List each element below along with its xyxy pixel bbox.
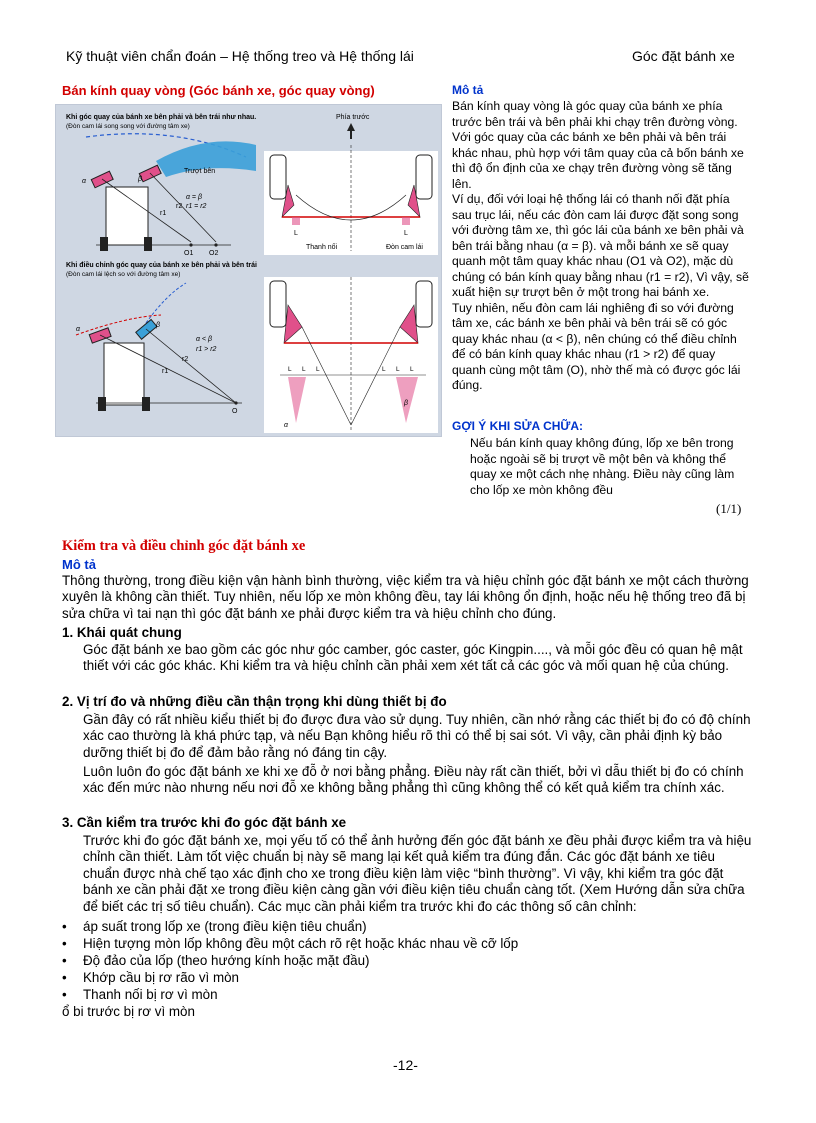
label-l-6: L xyxy=(410,366,414,373)
figure-caption-2-sub: (Đòn cam lái lệch so với đường tâm xe) xyxy=(66,271,181,278)
list-item-text: Thanh nối bị rơ vì mòn xyxy=(83,987,218,1002)
repair-hint-text: Nếu bán kính quay không đúng, lốp xe bên trong hoặc ngoài sẽ bị trượt về một bên và không thể quay xe một cách nhẹ nhàng. Điều này cũng làm cho lốp xe mòn không đều xyxy=(470,436,735,497)
label-front: Phía trước xyxy=(336,114,370,121)
list-item-text: Độ đảo của lốp (theo hướng kính hoặc mặt đầu) xyxy=(83,953,370,968)
label-l-1: L xyxy=(288,366,292,373)
header-section-title: Góc đặt bánh xe xyxy=(632,48,735,64)
item-3-heading: 3. Cần kiểm tra trước khi đo góc đặt bánh xe xyxy=(62,815,347,830)
list-item-last: ổ bi trước bị rơ vì mòn xyxy=(62,1004,195,1019)
item-2-text-2: Luôn luôn đo góc đặt bánh xe khi xe đỗ ở nơi bằng phẳng. Điều này rất cần thiết, bởi vì dẫu thiết bị đo có chính xác đến mức nào nhưng nếu nơi đỗ xe không bằng phẳng thì cũng không thể có kết quả kiểm tra chính xác. xyxy=(83,764,744,796)
desc-paragraph-2: Ví dụ, đối với loại hệ thống lái có thanh nối đặt phía sau trục lái, nếu các đòn cam lái được đặt song song với đường tâm xe, thì góc lái của bánh xe bên phải và bên trái bằng nhau (α = β). và mỗi bánh xe sẽ quay quanh một tâm quay khác nhau (O1 và O2), mặc dù chúng có bán kính quay bằng nhau (r1 = r2), Vì vậy, sẽ xuất hiện sự trượt bên ở một trong hai bánh xe. xyxy=(452,192,749,299)
diagram-different-angles xyxy=(76,283,242,415)
label-alpha-lt-beta: α < β xyxy=(196,336,212,343)
label-o: O xyxy=(232,408,238,415)
label-beta-linkage: β xyxy=(404,400,408,407)
page-ref: (1/1) xyxy=(716,501,742,516)
label-l-2: L xyxy=(302,366,306,373)
label-r1-eq-r2: r1 = r2 xyxy=(186,203,207,210)
label-o1: O1 xyxy=(184,250,194,257)
item-1-heading: 1. Khái quát chung xyxy=(62,625,182,640)
inspection-desc-heading: Mô tả xyxy=(62,557,96,572)
header-doc-title: Kỹ thuật viên chẩn đoán – Hệ thống treo và Hệ thống lái xyxy=(66,48,414,64)
turning-radius-figure xyxy=(55,104,442,437)
label-steering-arm: Đòn cam lái xyxy=(386,244,423,251)
item-1-text: Góc đặt bánh xe bao gồm các góc như góc camber, góc caster, góc Kingpin...., và mỗi góc đều có quan hệ mật thiết với các góc khác. Khi kiểm tra và hiệu chỉnh cần phải xem xét tất cả các góc và mối quan hệ của chúng. xyxy=(83,642,743,674)
desc-body xyxy=(452,99,752,394)
desc-paragraph-1: Bán kính quay vòng là góc quay của bánh xe phía trước bên trái và bên phải khi chạy trên đường vòng. Với góc quay của các bánh xe bên phải và bên trái khác nhau, phù hợp với tâm quay của cả bốn bánh xe thì độ ổn định của xe chạy trên đường vòng sẽ tăng lên. xyxy=(452,99,744,191)
linkage-parallel xyxy=(264,114,438,255)
item-2-heading: 2. Vị trí đo và những điều cần thận trọng khi dùng thiết bị đo xyxy=(62,694,447,709)
label-r1-top: r1 xyxy=(160,210,167,217)
inspection-intro: Thông thường, trong điều kiện vận hành bình thường, việc kiểm tra và hiệu chỉnh góc đặt bánh xe một cách thường xuyên là không cần thiết. Tuy nhiên, nếu lốp xe mòn không đều, tay lái không ổn định, hoặc nếu hệ thống treo đã bị sửa chữa vì tai nạn thì góc đặt bánh xe phải được kiểm tra và hiệu chỉnh cho đúng. xyxy=(62,573,749,621)
linkage-inclined xyxy=(264,277,438,433)
desc-heading: Mô tả xyxy=(452,83,484,97)
turning-radius-title: Bán kính quay vòng (Góc bánh xe, góc quay vòng) xyxy=(62,83,375,98)
label-l-4: L xyxy=(382,366,386,373)
label-r1-bottom: r1 xyxy=(162,368,169,375)
label-r1-gt-r2: r1 > r2 xyxy=(196,346,217,353)
figure-caption-1: Khi góc quay của bánh xe bên phải và bên trái như nhau. xyxy=(66,114,257,121)
check-list xyxy=(62,918,752,1020)
list-item-text: Khớp cầu bị rơ rão vì mòn xyxy=(83,970,239,985)
list-item: • Khớp cầu bị rơ rão vì mòn xyxy=(62,970,239,985)
label-r2-bottom: r2 xyxy=(182,356,189,363)
label-l-3: L xyxy=(316,366,320,373)
repair-hint-heading: GỢI Ý KHI SỬA CHỮA: xyxy=(452,419,584,433)
list-item-text: Hiện tượng mòn lốp không đều một cách rõ rệt hoặc khác nhau về cỡ lốp xyxy=(83,936,519,951)
label-alpha-linkage: α xyxy=(284,422,288,429)
list-item-text: áp suất trong lốp xe (trong điều kiện tiêu chuẩn) xyxy=(83,919,367,934)
turning-radius-diagram xyxy=(56,105,443,438)
item-2-text-1: Gần đây có rất nhiều kiểu thiết bị đo được đưa vào sử dụng. Tuy nhiên, cần nhớ rằng các thiết bị đo có độ chính xác cao thường là khá phức tạp, và nếu Bạn không hiểu rõ thì có thể bị sai sót. Vì vậy, cần phải định kỳ bảo dưỡng thiết bị đo để đảm bảo rằng nó đáng tin cậy. xyxy=(83,712,751,760)
label-tie-rod: Thanh nối xyxy=(306,244,338,251)
list-item: • Thanh nối bị rơ vì mòn xyxy=(62,987,218,1002)
label-o2: O2 xyxy=(209,250,219,257)
label-l-right: L xyxy=(404,230,408,237)
list-item: • Hiện tượng mòn lốp không đều một cách rõ rệt hoặc khác nhau về cỡ lốp xyxy=(62,936,519,951)
label-side-slip: Trượt bên xyxy=(184,168,216,175)
page-number: -12- xyxy=(393,1057,418,1073)
inspection-title: Kiểm tra và điều chỉnh góc đặt bánh xe xyxy=(62,538,306,554)
list-item: • áp suất trong lốp xe (trong điều kiện tiêu chuẩn) xyxy=(62,919,367,934)
desc-paragraph-3: Tuy nhiên, nếu đòn cam lái nghiêng đi so với đường tâm xe, các bánh xe bên phải và bên trái sẽ có góc quay khác nhau (α < β), nên chúng có thể điều chỉnh để có bán kính quay khác nhau (r1 > r2) để quay quanh cùng một tâm (O), nhờ thế mà có được góc lái đúng. xyxy=(452,300,741,392)
label-beta-top: β xyxy=(138,176,142,183)
figure-caption-2: Khi điều chỉnh góc quay của bánh xe bên phải và bên trái xyxy=(66,262,257,269)
label-l-left: L xyxy=(294,230,298,237)
label-r2-top: r2 xyxy=(176,203,183,210)
diagram-equal-angles xyxy=(82,134,256,257)
label-alpha-top: α xyxy=(82,178,86,185)
figure-caption-1-sub: (Đòn cam lái song song với đường tâm xe) xyxy=(66,123,190,130)
label-l-5: L xyxy=(396,366,400,373)
list-item: • Độ đảo của lốp (theo hướng kính hoặc mặt đầu) xyxy=(62,953,370,968)
label-alpha-bottom: α xyxy=(76,326,80,333)
label-beta-bottom: β xyxy=(156,322,160,329)
item-3-text: Trước khi đo góc đặt bánh xe, mọi yếu tố có thể ảnh hưởng đến góc đặt bánh xe đều phải được kiểm tra và hiệu chỉnh cần thiết. Làm tốt việc chuẩn bị này sẽ mang lại kết quả kiểm tra đúng đắn. Các góc đặt bánh xe tiêu chuẩn được nhà chế tạo xác định cho xe trong điều kiện làm việc “bình thường”. Vì vậy, khi kiểm tra góc đặt bánh xe cần phải đặt xe trong điều kiện càng gần với điều kiện tiêu chuẩn càng tốt. (Xem Hướng dẫn sửa chữa để biết các trị số tiêu chuẩn). Các mục cần phải kiểm tra trước khi đo các thông số cân chỉnh: xyxy=(83,833,752,914)
label-alpha-eq-beta: α = β xyxy=(186,194,202,201)
